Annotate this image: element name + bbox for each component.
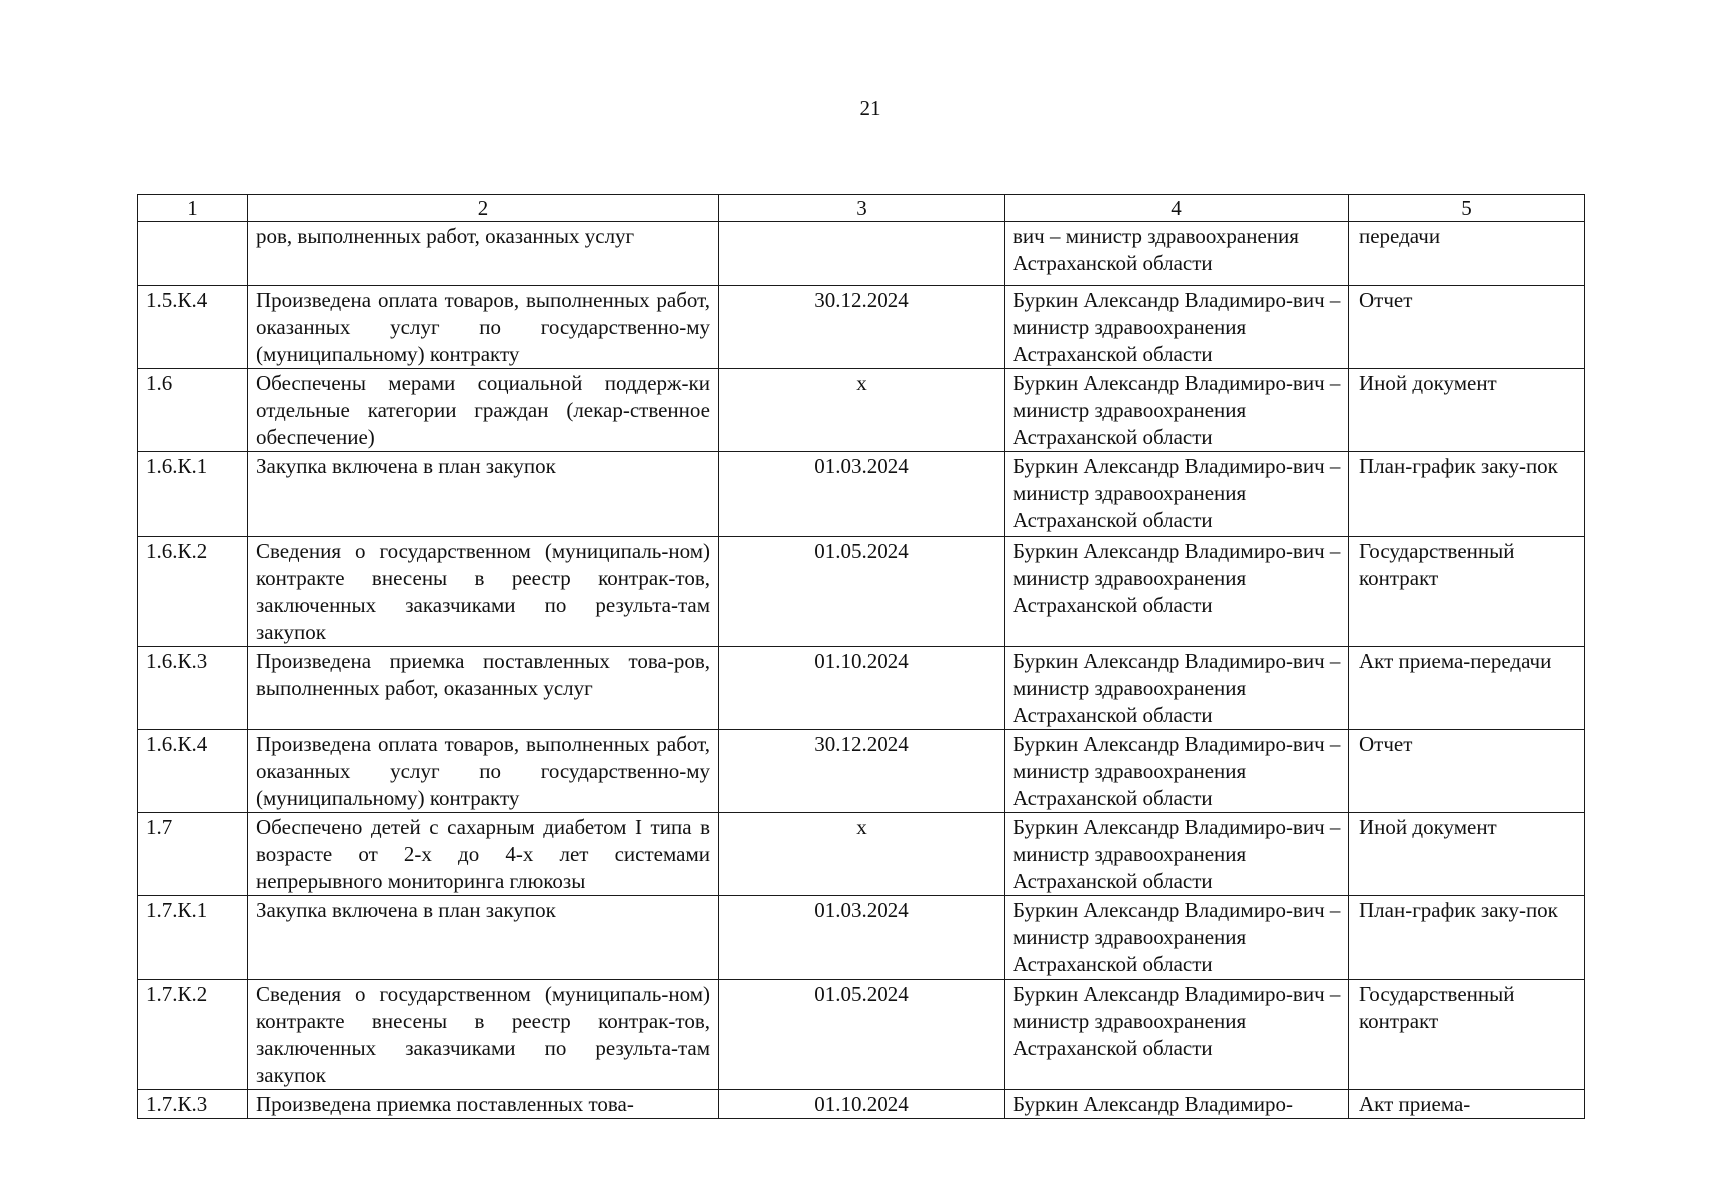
row-responsible: Буркин Александр Владимиро-вич – министр здравоохранения Астраханской области xyxy=(1005,452,1349,537)
row-date xyxy=(719,222,1005,286)
row-code: 1.6 xyxy=(138,369,248,452)
header-cell-2: 2 xyxy=(248,195,719,222)
row-code: 1.7.К.3 xyxy=(138,1090,248,1119)
table-row xyxy=(138,537,1585,647)
row-responsible: Буркин Александр Владимиро-вич – министр здравоохранения Астраханской области xyxy=(1005,980,1349,1090)
row-code: 1.5.К.4 xyxy=(138,286,248,369)
row-description: Произведена оплата товаров, выполненных работ, оказанных услуг по государственно-му (муниципальному) контракту xyxy=(248,730,719,813)
header-cell-1: 1 xyxy=(138,195,248,222)
row-description: Произведена приемка поставленных това- xyxy=(248,1090,719,1119)
row-date: 30.12.2024 xyxy=(719,730,1005,813)
table-row xyxy=(138,1090,1585,1119)
row-description: Обеспечены мерами социальной поддерж-ки отдельные категории граждан (лекар-ственное обеспечение) xyxy=(248,369,719,452)
table-row xyxy=(138,896,1585,980)
row-code xyxy=(138,222,248,286)
row-responsible: Буркин Александр Владимиро-вич – министр здравоохранения Астраханской области xyxy=(1005,286,1349,369)
row-date: x xyxy=(719,369,1005,452)
row-responsible: Буркин Александр Владимиро-вич – министр здравоохранения Астраханской области xyxy=(1005,647,1349,730)
row-code: 1.6.К.3 xyxy=(138,647,248,730)
row-responsible: Буркин Александр Владимиро-вич – министр здравоохранения Астраханской области xyxy=(1005,896,1349,980)
table-header-row xyxy=(138,195,1585,222)
row-date: 01.05.2024 xyxy=(719,537,1005,647)
row-code: 1.7.К.2 xyxy=(138,980,248,1090)
row-responsible: Буркин Александр Владимиро- xyxy=(1005,1090,1349,1119)
row-date: x xyxy=(719,813,1005,896)
table-row xyxy=(138,452,1585,537)
table-row xyxy=(138,980,1585,1090)
row-code: 1.7.К.1 xyxy=(138,896,248,980)
header-cell-5: 5 xyxy=(1349,195,1585,222)
row-code: 1.7 xyxy=(138,813,248,896)
row-document: План-график заку-пок xyxy=(1349,896,1585,980)
row-responsible: Буркин Александр Владимиро-вич – министр здравоохранения Астраханской области xyxy=(1005,813,1349,896)
row-date: 01.03.2024 xyxy=(719,896,1005,980)
row-date: 01.03.2024 xyxy=(719,452,1005,537)
row-document: Иной документ xyxy=(1349,813,1585,896)
row-document: Государственный контракт xyxy=(1349,980,1585,1090)
row-description: Закупка включена в план закупок xyxy=(248,896,719,980)
table-row xyxy=(138,647,1585,730)
row-code: 1.6.К.1 xyxy=(138,452,248,537)
row-description: Произведена приемка поставленных това-ров, выполненных работ, оказанных услуг xyxy=(248,647,719,730)
row-document: Отчет xyxy=(1349,730,1585,813)
row-document: План-график заку-пок xyxy=(1349,452,1585,537)
row-code: 1.6.К.2 xyxy=(138,537,248,647)
row-date: 01.10.2024 xyxy=(719,1090,1005,1119)
row-description: Произведена оплата товаров, выполненных работ, оказанных услуг по государственно-му (муниципальному) контракту xyxy=(248,286,719,369)
header-cell-3: 3 xyxy=(719,195,1005,222)
row-responsible: Буркин Александр Владимиро-вич – министр здравоохранения Астраханской области xyxy=(1005,730,1349,813)
row-date: 01.05.2024 xyxy=(719,980,1005,1090)
row-date: 01.10.2024 xyxy=(719,647,1005,730)
row-description: ров, выполненных работ, оказанных услуг xyxy=(248,222,719,286)
header-cell-4: 4 xyxy=(1005,195,1349,222)
row-code: 1.6.К.4 xyxy=(138,730,248,813)
row-document: Акт приема- xyxy=(1349,1090,1585,1119)
page-number: 21 xyxy=(859,96,881,120)
table-row xyxy=(138,813,1585,896)
row-document: Государственный контракт xyxy=(1349,537,1585,647)
results-table xyxy=(137,194,1585,1119)
row-document: Иной документ xyxy=(1349,369,1585,452)
row-date: 30.12.2024 xyxy=(719,286,1005,369)
table-row xyxy=(138,222,1585,286)
row-description: Обеспечено детей с сахарным диабетом I типа в возрасте от 2-х до 4-х лет системами непрерывного мониторинга глюкозы xyxy=(248,813,719,896)
table-row xyxy=(138,286,1585,369)
row-description: Закупка включена в план закупок xyxy=(248,452,719,537)
row-document: Отчет xyxy=(1349,286,1585,369)
row-document: Акт приема-передачи xyxy=(1349,647,1585,730)
table-row xyxy=(138,730,1585,813)
row-responsible: Буркин Александр Владимиро-вич – министр здравоохранения Астраханской области xyxy=(1005,537,1349,647)
row-document: передачи xyxy=(1349,222,1585,286)
row-description: Сведения о государственном (муниципаль-ном) контракте внесены в реестр контрак-тов, заключенных заказчиками по результа-там закупок xyxy=(248,980,719,1090)
row-responsible: Буркин Александр Владимиро-вич – министр здравоохранения Астраханской области xyxy=(1005,369,1349,452)
table-row xyxy=(138,369,1585,452)
table-body xyxy=(138,222,1585,1119)
row-responsible: вич – министр здравоохранения Астраханской области xyxy=(1005,222,1349,286)
row-description: Сведения о государственном (муниципаль-ном) контракте внесены в реестр контрак-тов, заключенных заказчиками по результа-там закупок xyxy=(248,537,719,647)
